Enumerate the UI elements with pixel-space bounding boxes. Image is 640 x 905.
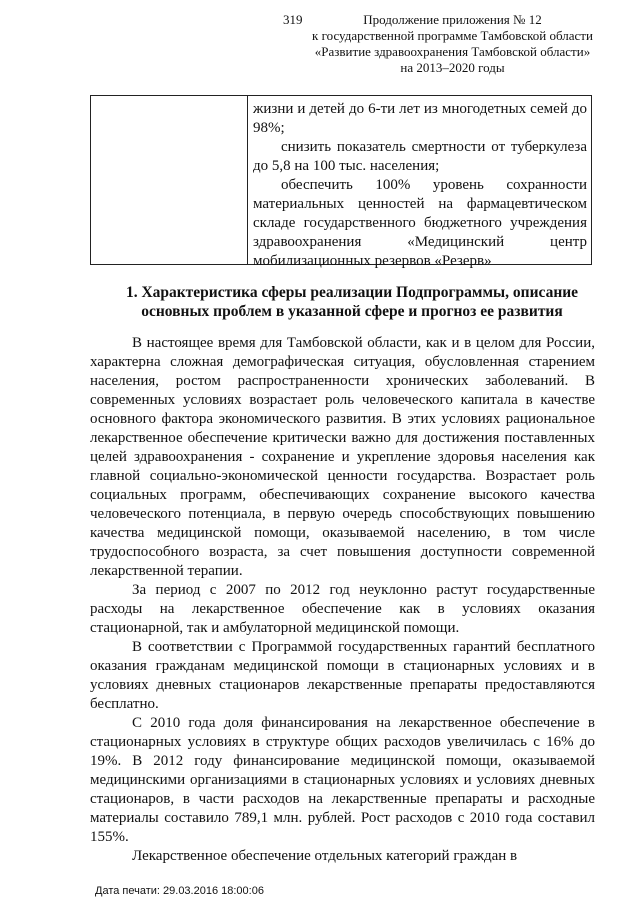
paragraph: В настоящее время для Тамбовской области, как и в целом для России, характерна сложная демографическая ситуация, обусловленная старением населения, ростом распространенности хронических заболеваний. В современных условиях возрастает роль человеческого капитала в качестве основного фактора экономического развития. В этих условиях рациональное лекарственное обеспечение критически важно для достижения поставленных целей здравоохранения - сохранение и укрепление здоровья населения как главной социально-экономической ценности государства. Возрастает роль социальных программ, обеспечивающих сохранение высокого качества человеческого потенциала, в первую очередь способствующих повышению качества медицинской помощи, оказываемой населению, в том числе трудоспособного возраста, за счет повышения доступности современной лекарственной терапии. [90,335,595,579]
table-paragraph: жизни и детей до 6-ти лет из многодетных семей до 98%; [253,101,587,136]
body-text [90,334,595,866]
header-line: на 2013–2020 годы [400,60,505,75]
table-paragraph: обеспечить 100% уровень сохранности материальных ценностей на фармацевтическом складе государственного бюджетного учреждения здравоохранения «Медицинский центр мобилизационных резервов «Резерв» [253,177,587,269]
header-line: Продолжение приложения № 12 [363,12,542,27]
paragraph: С 2010 года доля финансирования на лекарственное обеспечение в стационарных условиях в структуре общих расходов увеличилась с 16% до 19%. В 2012 году финансирование медицинской помощи, оказываемой медицинскими организациями в стационарных условиях и условиях дневных стационаров, в части расходов на лекарственные препараты и расходные материалы составило 789,1 млн. рублей. Рост расходов с 2010 года составил 155%. [90,715,595,845]
table-cell-text [253,100,587,271]
section-title: 1. Характеристика сферы реализации Подпрограммы, описание основных проблем в указанной сфере и прогноз ее развития [125,284,579,320]
paragraph: За период с 2007 по 2012 год неуклонно растут государственные расходы на лекарственное обеспечение как в условиях оказания стационарной, так и амбулаторной медицинской помощи. [90,582,595,636]
goals-table [90,95,592,269]
print-date: Дата печати: 29.03.2016 18:00:06 [95,885,264,897]
header-line: к государственной программе Тамбовской области [312,28,593,43]
paragraph: Лекарственное обеспечение отдельных категорий граждан в [132,848,518,864]
paragraph: В соответствии с Программой государственных гарантий бесплатного оказания гражданам медицинской помощи в стационарных условиях и в условиях дневных стационаров лекарственные препараты предоставляются бесплатно. [90,639,595,712]
table-column-divider [247,96,248,264]
header-line: «Развитие здравоохранения Тамбовской области» [314,44,591,59]
table-paragraph: снизить показатель смертности от туберкулеза до 5,8 на 100 тыс. населения; [253,139,587,174]
page-number: 319 [283,12,303,27]
appendix-header [300,12,605,76]
